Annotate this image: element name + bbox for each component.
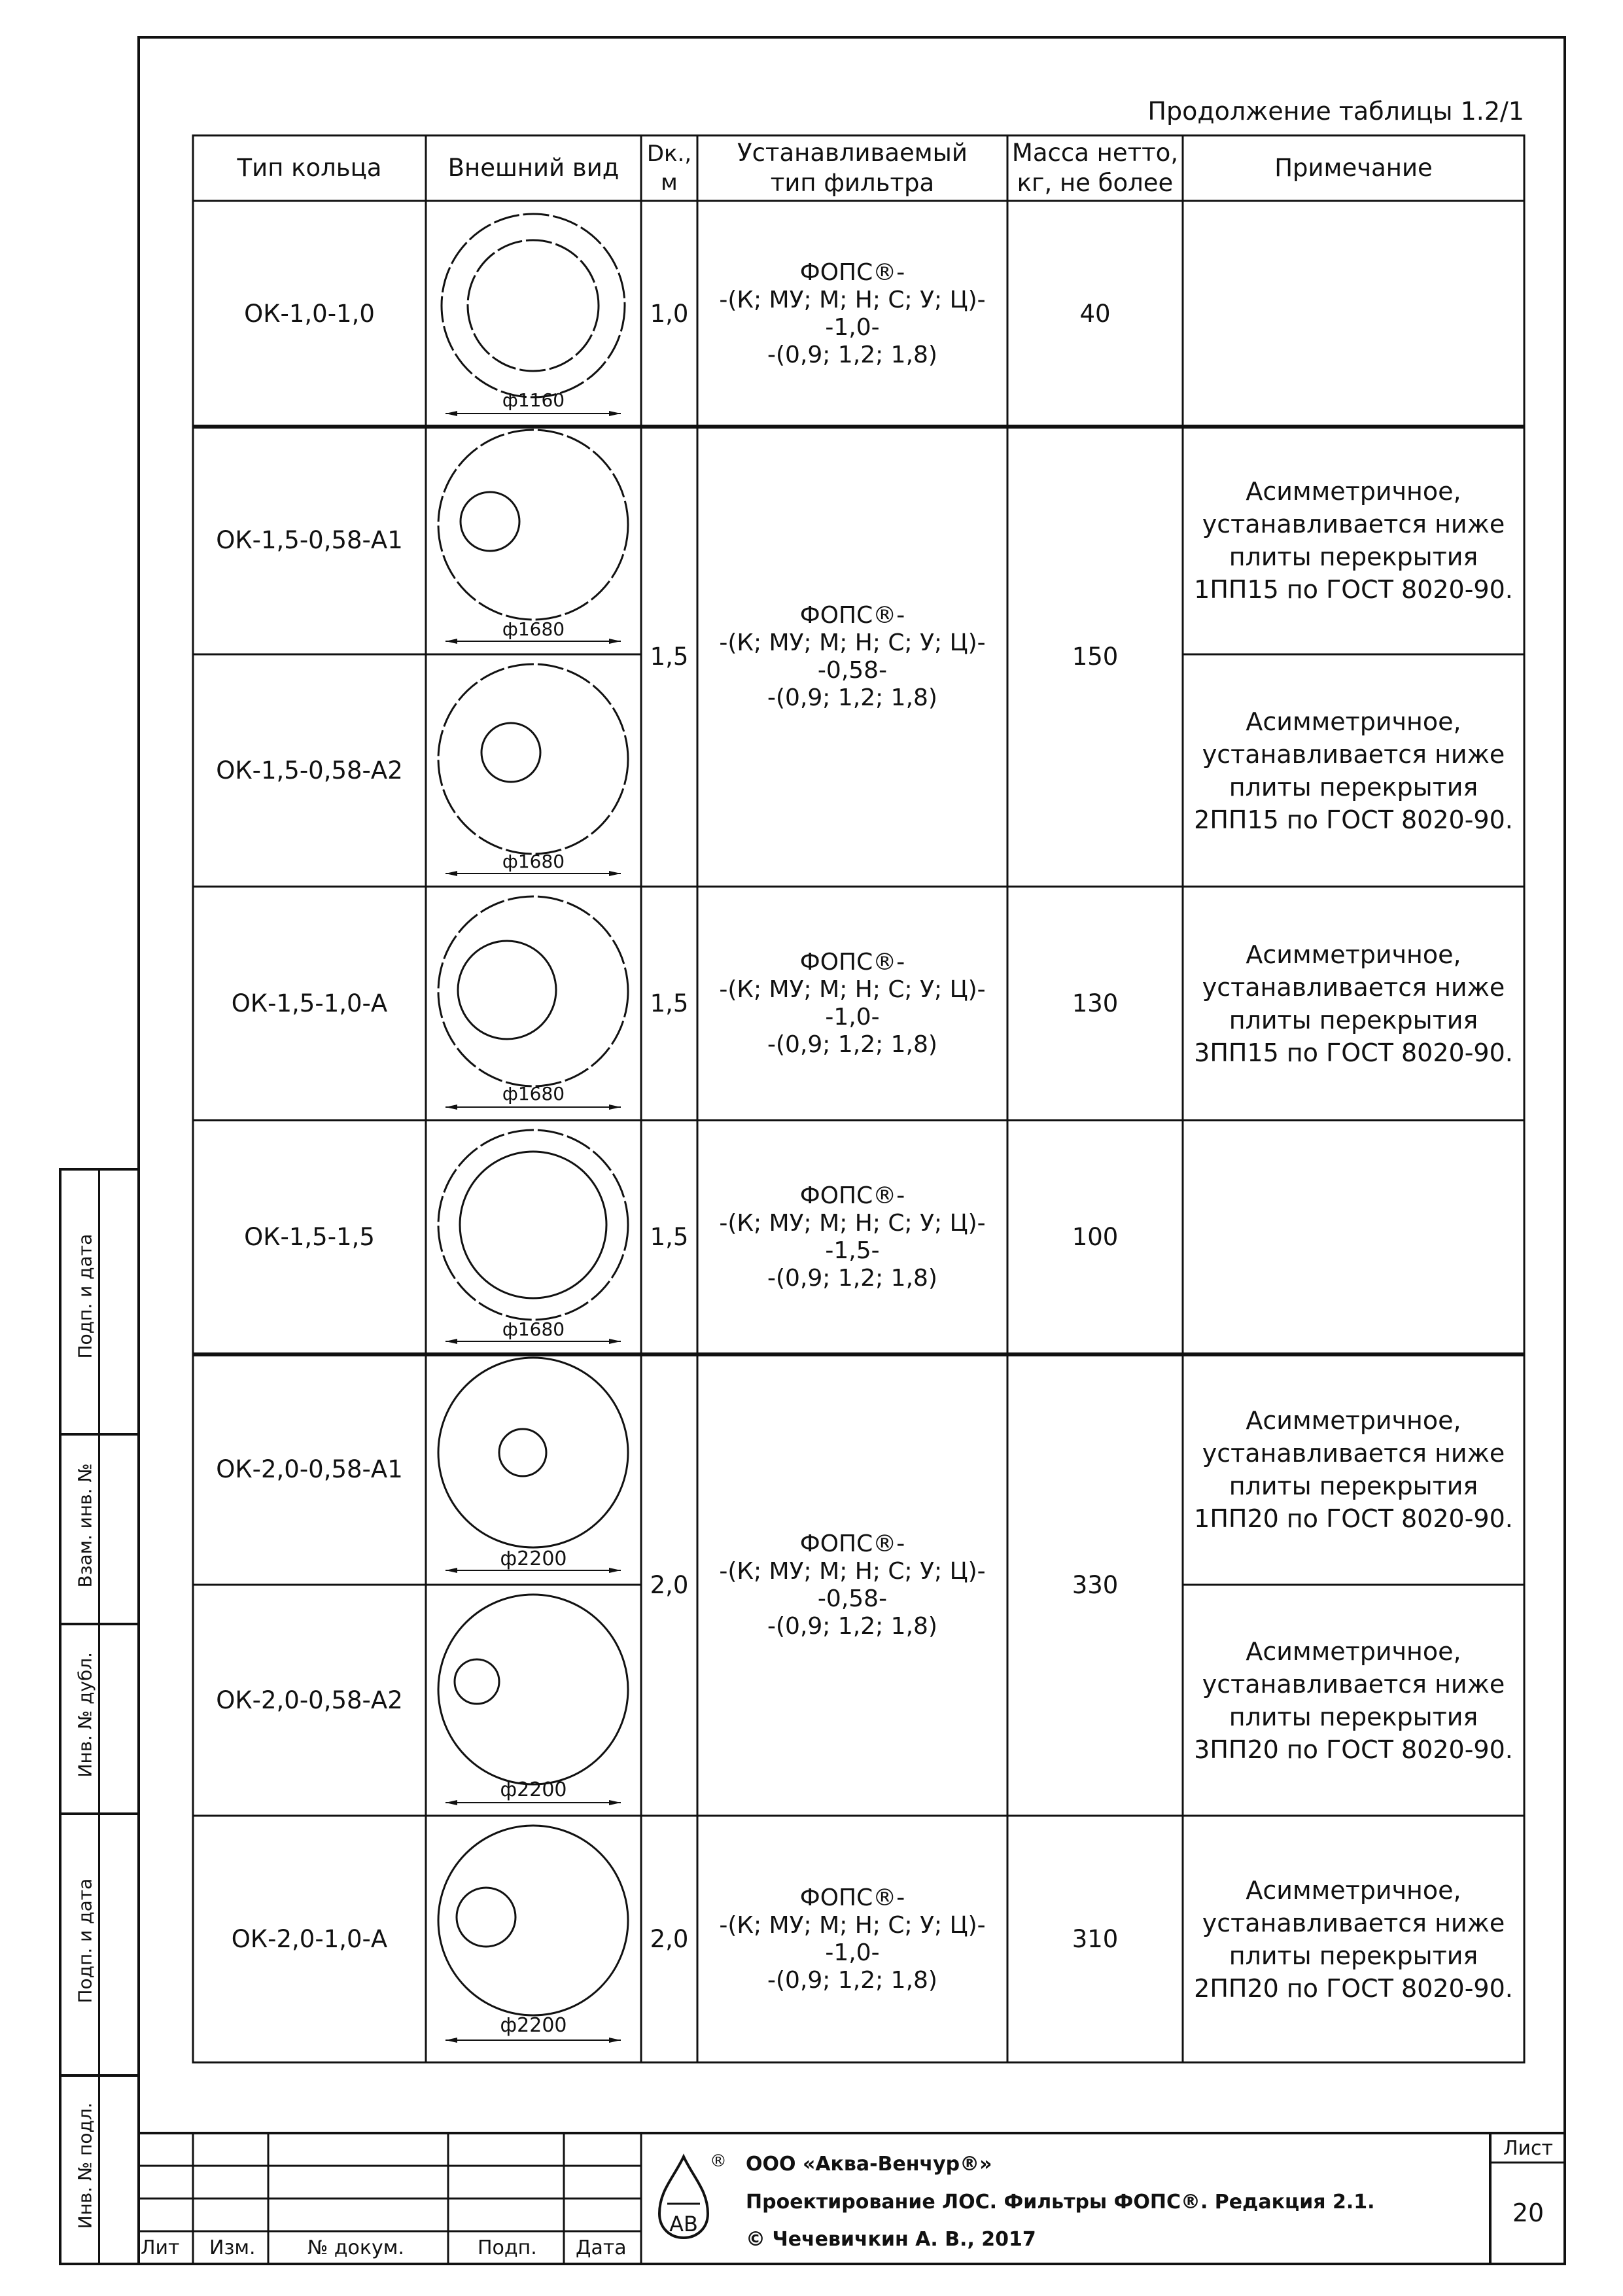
row-dk: 2,0	[650, 1570, 689, 1599]
ring-dimension: ф2200	[500, 1778, 567, 1801]
stamp-sheet-label: Лист	[1503, 2137, 1554, 2160]
side-vzam-inv: Взам. инв. №	[74, 1463, 96, 1588]
stamp-podp-label: Подп.	[478, 2236, 537, 2259]
row-mass: 130	[1072, 989, 1119, 1017]
row-mass: 100	[1072, 1223, 1119, 1251]
row-note: Асимметричное, устанавливается ниже плиты перекрытия 3ПП15 по ГОСТ 8020-90.	[1194, 940, 1513, 1067]
ring-dimension: ф1680	[502, 1318, 565, 1340]
stamp-lit-label: Лит	[141, 2236, 180, 2259]
row-note: Асимметричное, устанавливается ниже плиты перекрытия 3ПП20 по ГОСТ 8020-90.	[1194, 1636, 1513, 1764]
row-filter: ФОПС®- -(К; МУ; М; Н; С; У; Ц)- -0,58- -(0,9; 1,2; 1,8)	[719, 601, 986, 711]
header-view: Внешний вид	[447, 154, 620, 182]
row-note: Асимметричное, устанавливается ниже плиты перекрытия 2ПП20 по ГОСТ 8020-90.	[1194, 1875, 1513, 2003]
stamp-sheet-number: 20	[1512, 2199, 1544, 2227]
ring-dimension: ф1680	[502, 1083, 565, 1104]
row-type: ОК-2,0-1,0-А	[231, 1924, 388, 1953]
row-mass: 40	[1079, 299, 1111, 328]
stamp-date-label: Дата	[576, 2236, 627, 2259]
stamp-author: © Чечевичкин А. В., 2017	[746, 2228, 1036, 2251]
row-type: ОК-1,5-1,0-А	[231, 989, 388, 1017]
row-dk: 1,5	[650, 989, 689, 1017]
logo-letters: АВ	[669, 2212, 698, 2236]
header-dk: Dк., м	[646, 141, 692, 196]
ring-dimension: ф2200	[500, 2014, 567, 2037]
ring-dimension: ф1160	[502, 389, 565, 411]
row-dk: 1,5	[650, 642, 689, 671]
stamp-project: Проектирование ЛОС. Фильтры ФОПС®. Редакция 2.1.	[746, 2191, 1375, 2214]
header-note: Примечание	[1274, 154, 1433, 182]
row-mass: 150	[1072, 642, 1119, 671]
stamp-company: ООО «Аква-Венчур®»	[746, 2153, 992, 2176]
row-mass: 310	[1072, 1924, 1119, 1953]
row-note: Асимметричное, устанавливается ниже плиты перекрытия 1ПП15 по ГОСТ 8020-90.	[1194, 477, 1513, 604]
row-note: Асимметричное, устанавливается ниже плиты перекрытия 2ПП15 по ГОСТ 8020-90.	[1194, 707, 1513, 834]
row-type: ОК-2,0-0,58-А2	[216, 1686, 403, 1714]
side-podp-date-2: Подп. и дата	[74, 1878, 96, 2004]
ring-dimension: ф1680	[502, 618, 565, 640]
row-type: ОК-1,5-0,58-А1	[216, 526, 403, 554]
ring-dimension: ф2200	[500, 1547, 567, 1570]
row-filter: ФОПС®- -(К; МУ; М; Н; С; У; Ц)- -1,5- -(0,9; 1,2; 1,8)	[719, 1182, 986, 1292]
stamp-izm-label: Изм.	[209, 2236, 256, 2259]
row-type: ОК-1,5-0,58-А2	[216, 756, 403, 785]
header-filter: Устанавливаемый тип фильтра	[737, 139, 968, 197]
row-filter: ФОПС®- -(К; МУ; М; Н; С; У; Ц)- -1,0- -(0,9; 1,2; 1,8)	[719, 258, 986, 368]
header-mass: Масса нетто, кг, не более	[1011, 139, 1179, 197]
side-inv-dubl: Инв. № дубл.	[74, 1651, 96, 1778]
row-type: ОК-1,0-1,0	[244, 299, 375, 328]
logo-registered-mark: ®	[710, 2151, 727, 2171]
row-type: ОК-1,5-1,5	[244, 1223, 375, 1251]
row-filter: ФОПС®- -(К; МУ; М; Н; С; У; Ц)- -0,58- -(0,9; 1,2; 1,8)	[719, 1530, 986, 1640]
row-dk: 2,0	[650, 1924, 689, 1953]
row-dk: 1,0	[650, 299, 689, 328]
stamp-doc-label: № докум.	[307, 2236, 404, 2259]
row-filter: ФОПС®- -(К; МУ; М; Н; С; У; Ц)- -1,0- -(0,9; 1,2; 1,8)	[719, 948, 986, 1058]
side-inv-podl: Инв. № подл.	[74, 2102, 96, 2229]
row-dk: 1,5	[650, 1223, 689, 1251]
table-caption: Продолжение таблицы 1.2/1	[1147, 97, 1524, 126]
ring-dimension: ф1680	[502, 851, 565, 872]
row-filter: ФОПС®- -(К; МУ; М; Н; С; У; Ц)- -1,0- -(0,9; 1,2; 1,8)	[719, 1884, 986, 1994]
side-podp-date-1: Подп. и дата	[74, 1233, 96, 1359]
row-note: Асимметричное, устанавливается ниже плиты перекрытия 1ПП20 по ГОСТ 8020-90.	[1194, 1406, 1513, 1533]
row-type: ОК-2,0-0,58-А1	[216, 1455, 403, 1483]
header-type: Тип кольца	[237, 154, 382, 182]
row-mass: 330	[1072, 1570, 1119, 1599]
